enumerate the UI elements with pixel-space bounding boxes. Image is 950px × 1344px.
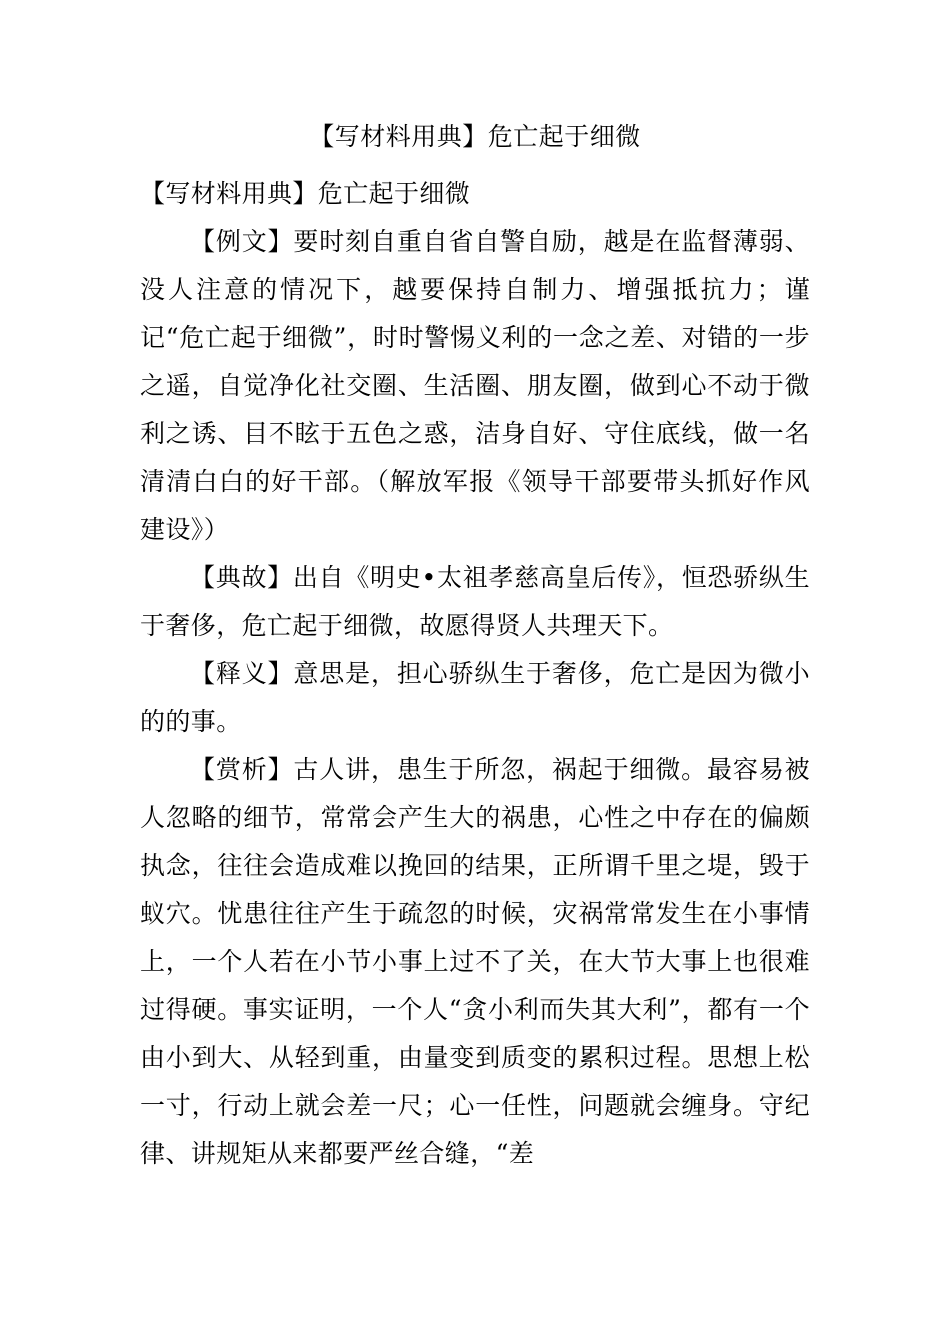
paragraph-meaning: 【释义】意思是，担心骄纵生于奢侈，危亡是因为微小的的事。 <box>140 658 810 736</box>
paragraph-appreciation: 【赏析】古人讲，患生于所忽，祸起于细微。最容易被人忽略的细节，常常会产生大的祸患，心性之中存在的偏颇执念，往往会造成难以挽回的结果，正所谓千里之堤，毁于蚁穴。忧患往往产生于疏忽的时候，灾祸常常发生在小事情上，一个人若在小节小事上过不了关，在大节大事上也很难过得硬。事实证明，一个人“贪小利而失其大利”，都有一个由小到大、从轻到重，由量变到质变的累积过程。思想上松一寸，行动上就会差一尺；心一任性，问题就会缠身。守纪律、讲规矩从来都要严丝合缝，“差 <box>140 754 810 1168</box>
paragraph-allusion: 【典故】出自《明史•太祖孝慈高皇后传》，恒恐骄纵生于奢侈，危亡起于细微，故愿得贤人共理天下。 <box>140 562 810 640</box>
heading-line: 【写材料用典】危亡起于细微 <box>140 178 471 208</box>
paragraph-example: 【例文】要时刻自重自省自警自励，越是在监督薄弱、没人注意的情况下，越要保持自制力、增强抵抗力；谨记“危亡起于细微”，时时警惕义利的一念之差、对错的一步之遥，自觉净化社交圈、生活圈、朋友圈，做到心不动于微利之诱、目不眩于五色之惑，洁身自好、守住底线，做一名清清白白的好干部。（解放军报《领导干部要带头抓好作风建设》） <box>140 226 810 544</box>
page-title: 【写材料用典】危亡起于细微 <box>309 122 641 151</box>
